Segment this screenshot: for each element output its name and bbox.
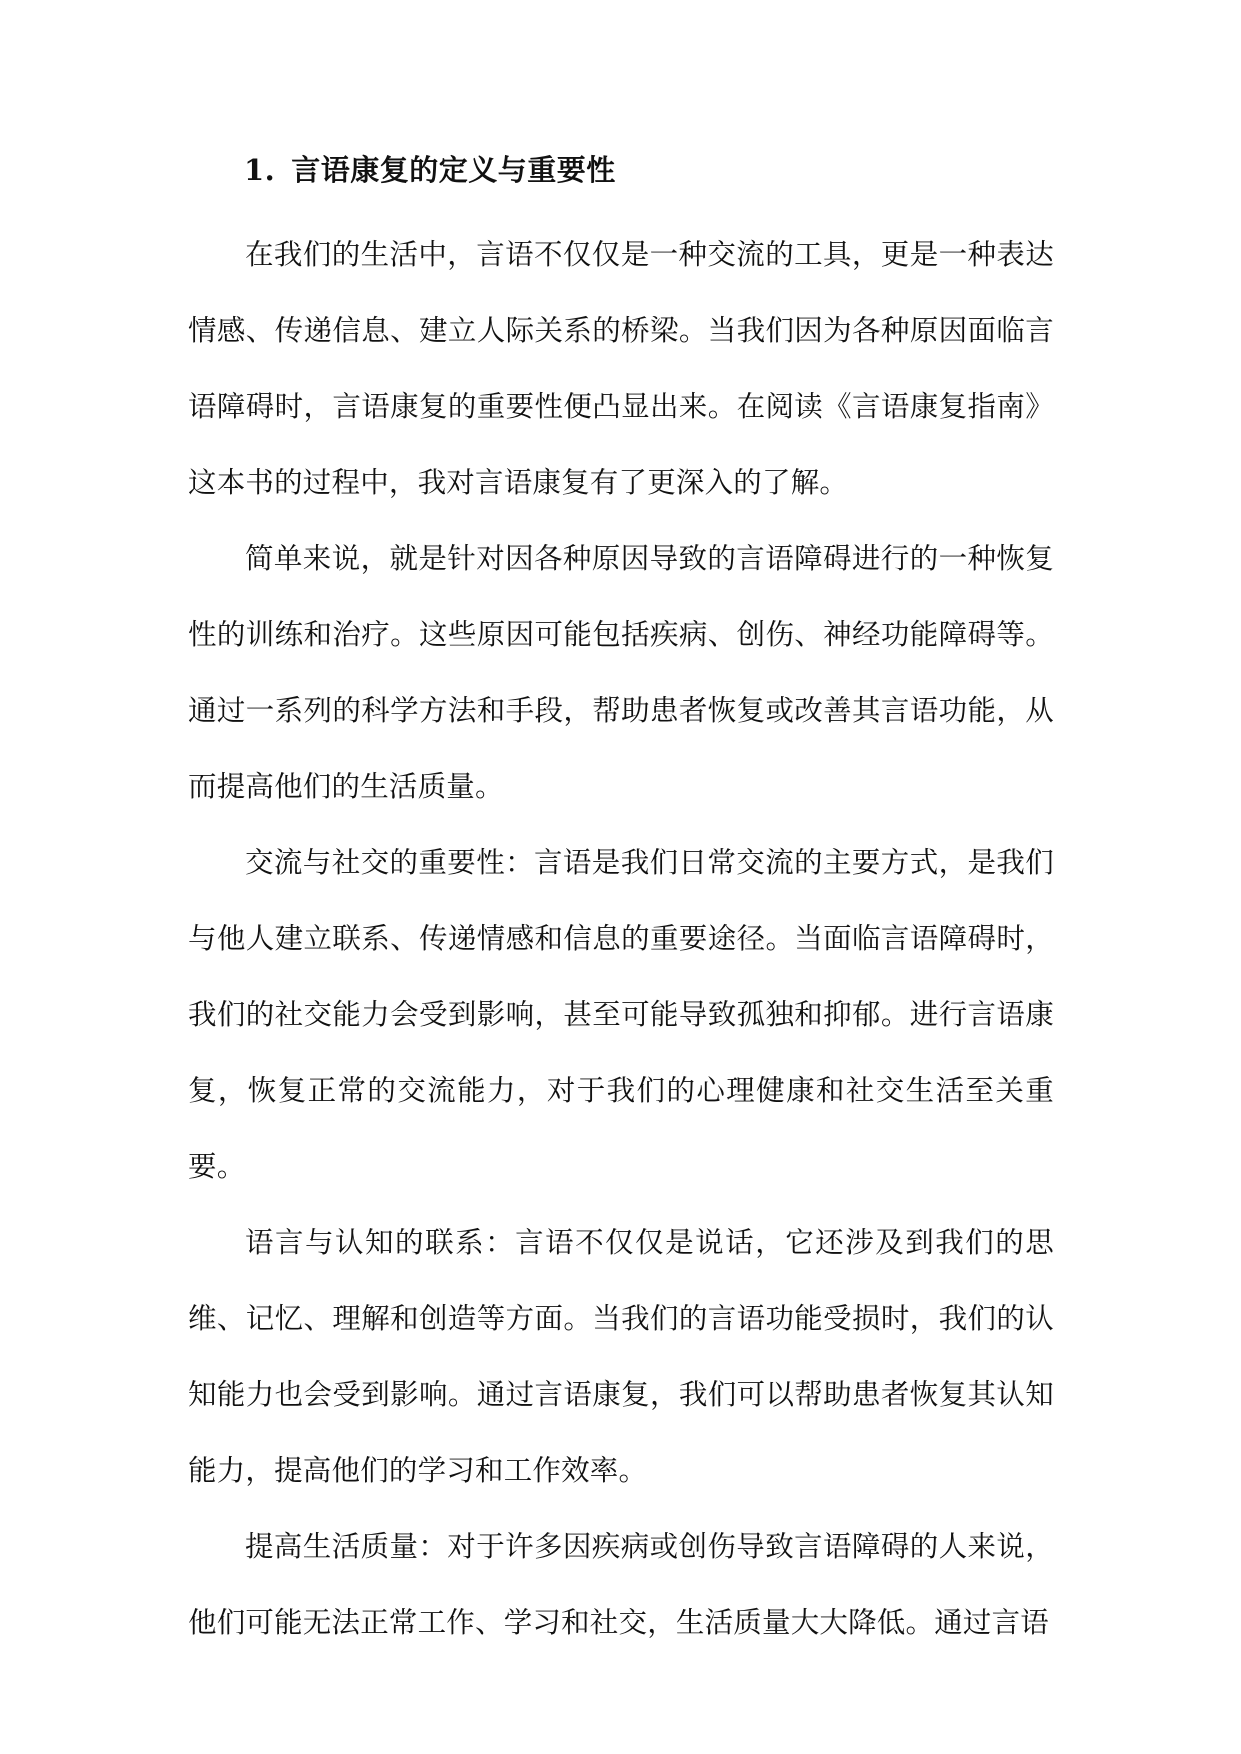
- section-heading: [244, 148, 616, 192]
- body-text: [188, 217, 1054, 1661]
- paragraph-intro: 在我们的生活中，言语不仅仅是一种交流的工具，更是一种表达情感、传递信息、建立人际关系的桥梁。当我们因为各种原因面临言语障碍时，言语康复的重要性便凸显出来。在阅读《言语康复指南》这本书的过程中，我对言语康复有了更深入的了解。: [188, 238, 1054, 499]
- section-title: 言语康复的定义与重要性: [291, 153, 616, 187]
- paragraph-communication: 交流与社交的重要性：言语是我们日常交流的主要方式，是我们与他人建立联系、传递情感和信息的重要途径。当面临言语障碍时，我们的社交能力会受到影响，甚至可能导致孤独和抑郁。进行言语康复，恢复正常的交流能力，对于我们的心理健康和社交生活至关重要。: [188, 846, 1054, 1183]
- paragraph-cognition: 语言与认知的联系：言语不仅仅是说话，它还涉及到我们的思维、记忆、理解和创造等方面。当我们的言语功能受损时，我们的认知能力也会受到影响。通过言语康复，我们可以帮助患者恢复其认知能力，提高他们的学习和工作效率。: [188, 1226, 1054, 1487]
- paragraph-definition: 简单来说，就是针对因各种原因导致的言语障碍进行的一种恢复性的训练和治疗。这些原因可能包括疾病、创伤、神经功能障碍等。通过一系列的科学方法和手段，帮助患者恢复或改善其言语功能，从而提高他们的生活质量。: [188, 542, 1054, 803]
- section-number: 1.: [244, 153, 276, 187]
- paragraph-quality-of-life: 提高生活质量：对于许多因疾病或创伤导致言语障碍的人来说，他们可能无法正常工作、学习和社交，生活质量大大降低。通过言语: [188, 1530, 1054, 1639]
